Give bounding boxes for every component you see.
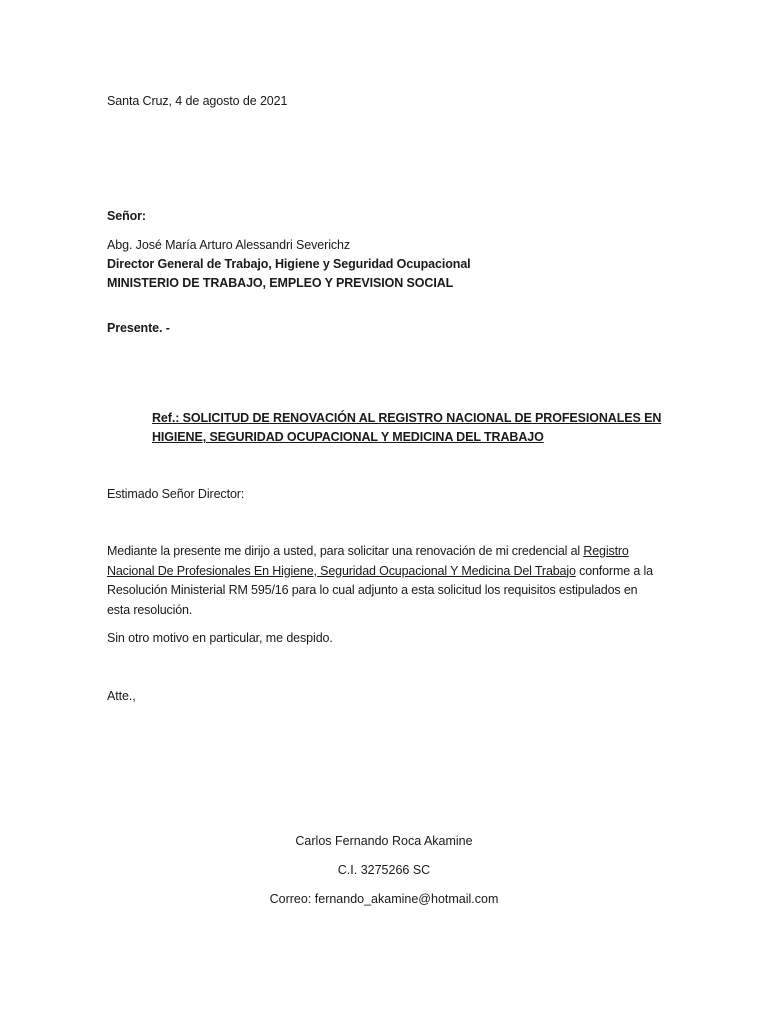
date-line: Santa Cruz, 4 de agosto de 2021 (107, 94, 288, 108)
signer-name: Carlos Fernando Roca Akamine (295, 834, 473, 848)
closing-sentence: Sin otro motivo en particular, me despido. (107, 631, 333, 645)
reference-line-2: HIGIENE, SEGURIDAD OCUPACIONAL Y MEDICINA DEL TRABAJO (152, 430, 544, 444)
salutation-title: Señor: (107, 209, 146, 223)
closing: Atte., (107, 689, 136, 703)
signer-id: C.I. 3275266 SC (337, 863, 431, 877)
greeting: Estimado Señor Director: (107, 487, 245, 501)
registry-name-underlined: Registro Nacional De Profesionales En Higiene, Seguridad Ocupacional Y Medicina Del Trabajo (107, 544, 629, 578)
reference-line-1: Ref.: SOLICITUD DE RENOVACIÓN AL REGISTRO NACIONAL DE PROFESIONALES EN (152, 411, 662, 425)
recipient-organization: MINISTERIO DE TRABAJO, EMPLEO Y PREVISION SOCIAL (107, 276, 454, 290)
recipient-name: Abg. José María Arturo Alessandri Severichz (107, 238, 351, 252)
body-paragraph (107, 542, 662, 620)
body-text-start: Mediante la presente me dirijo a usted, para solicitar una renovación de mi credencial al (107, 544, 584, 558)
recipient-position: Director General de Trabajo, Higiene y Seguridad Ocupacional (107, 257, 471, 271)
body-text-end: conforme a la Resolución Ministerial RM 595/16 para lo cual adjunto a esta solicitud los requisitos estipulados en esta resolución. (107, 563, 653, 617)
signer-email: Correo: fernando_akamine@hotmail.com (269, 892, 499, 906)
presente-line: Presente. - (107, 321, 170, 335)
